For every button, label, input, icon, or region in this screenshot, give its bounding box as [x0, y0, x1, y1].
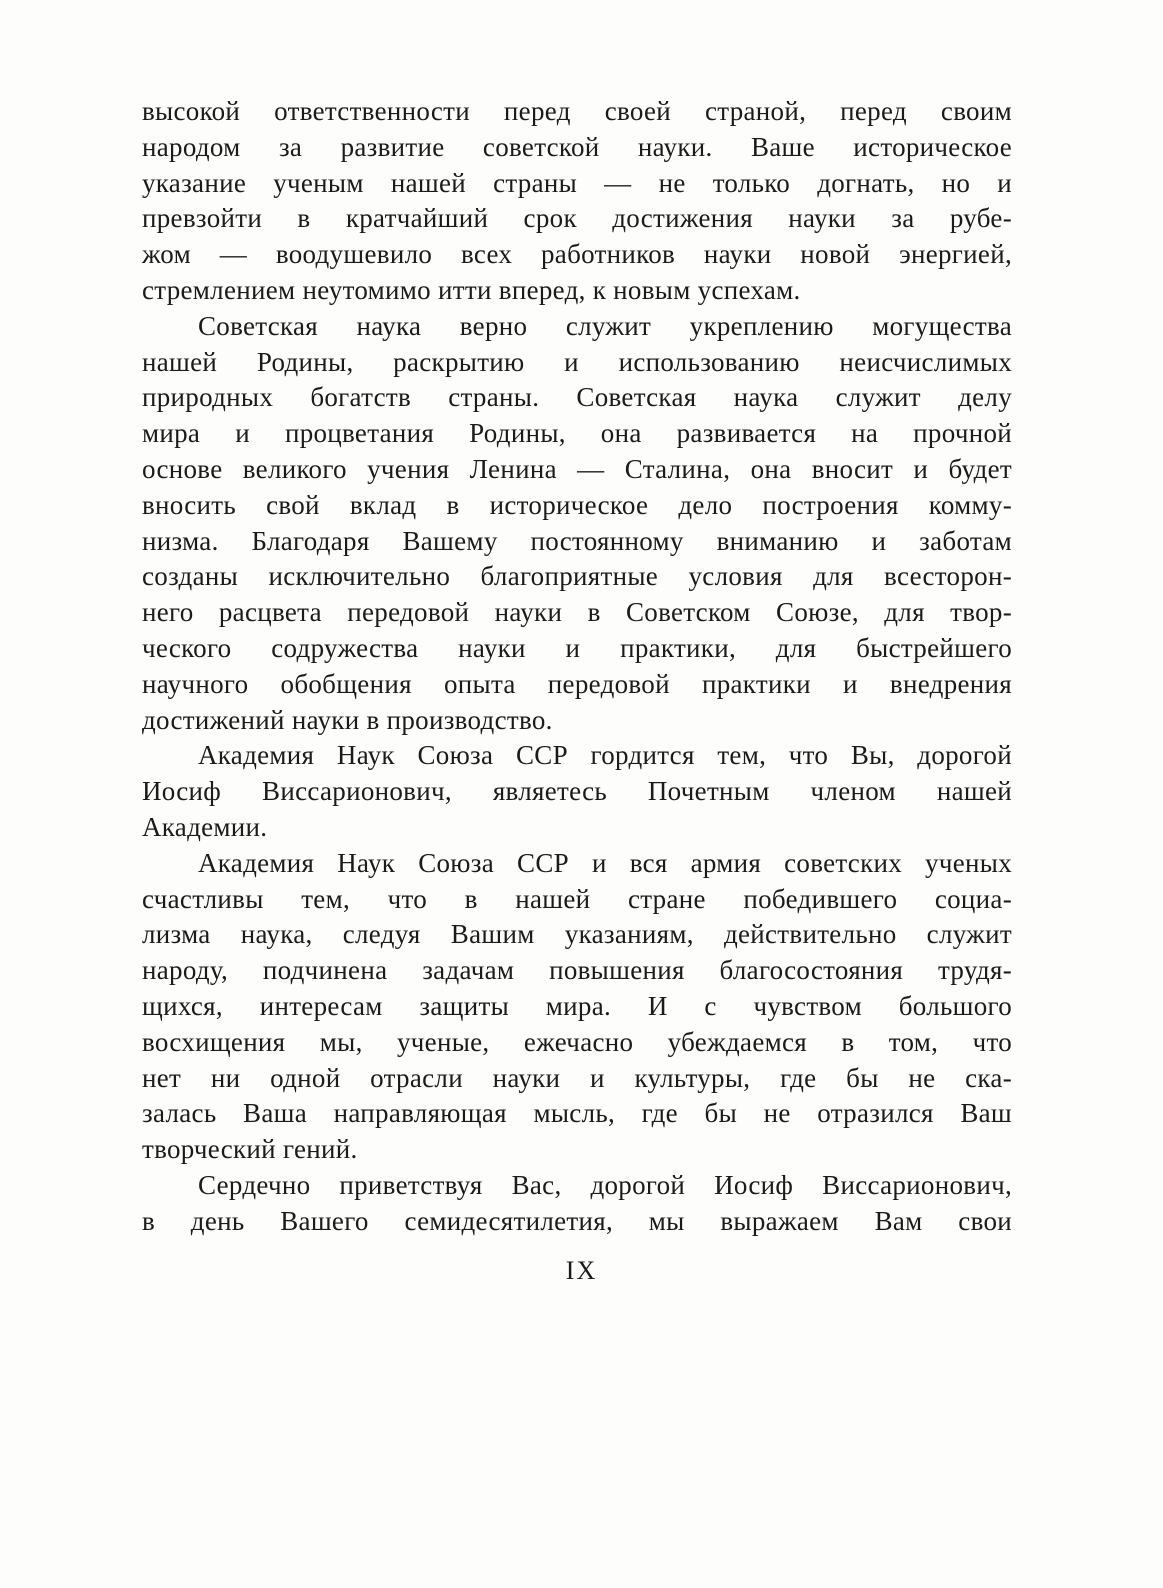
text-line: мира и процветания Родины, она развивается на прочной	[142, 418, 1012, 449]
text-line: вносить свой вклад в историческое дело построения комму-	[142, 489, 1012, 520]
text-line: творческий гений.	[142, 1134, 358, 1165]
text-line: щихся, интересам защиты мира. И с чувством большого	[142, 990, 1012, 1021]
text-line: Сердечно приветствуя Вас, дорогой Иосиф Виссарионович,	[198, 1169, 1012, 1200]
text-line: достижений науки в производство.	[142, 704, 553, 735]
text-line: нашей Родины, раскрытию и использованию неисчислимых	[142, 346, 1012, 377]
paragraph	[142, 738, 1012, 845]
text-line: народу, подчинена задачам повышения благосостояния трудя-	[142, 955, 1012, 986]
text-line: Иосиф Виссарионович, являетесь Почетным членом нашей	[142, 776, 1012, 807]
text-block	[142, 94, 1012, 1240]
text-line: залась Ваша направляющая мысль, где бы не отразился Ваш	[142, 1098, 1012, 1129]
text-line: превзойти в кратчайший срок достижения науки за рубе-	[142, 203, 1012, 234]
text-line: нет ни одной отрасли науки и культуры, где бы не ска-	[142, 1062, 1012, 1093]
text-line: лизма наука, следуя Вашим указаниям, действительно служит	[142, 919, 1012, 950]
text-line: стремлением неутомимо итти вперед, к новым успехам.	[142, 274, 801, 305]
text-line: Академии.	[142, 811, 268, 842]
text-line: счастливы тем, что в нашей стране победившего социа-	[142, 883, 1012, 914]
paragraph	[142, 309, 1012, 739]
text-line: высокой ответственности перед своей страной, перед своим	[142, 96, 1012, 126]
paragraph	[142, 94, 1012, 309]
text-line: основе великого учения Ленина — Сталина, она вносит и будет	[142, 453, 1012, 484]
text-line: восхищения мы, ученые, ежечасно убеждаемся в том, что	[142, 1026, 1012, 1057]
text-line: ческого содружества науки и практики, для быстрейшего	[142, 632, 1012, 663]
text-line: в день Вашего семидесятилетия, мы выражаем Вам свои	[142, 1205, 1012, 1236]
text-line: народом за развитие советской науки. Ваше историческое	[142, 131, 1012, 162]
text-line: жом — воодушевило всех работников науки новой энергией,	[142, 239, 1012, 270]
paragraph	[142, 1168, 1012, 1240]
text-line: него расцвета передовой науки в Советском Союзе, для твор-	[142, 597, 1012, 628]
text-line: научного обобщения опыта передовой практики и внедрения	[142, 668, 1012, 699]
text-line: Советская наука верно служит укреплению могущества	[198, 310, 1012, 341]
text-line: низма. Благодаря Вашему постоянному вниманию и заботам	[142, 525, 1012, 556]
text-line: Академия Наук Союза ССР гордится тем, что Вы, дорогой	[198, 740, 1012, 771]
page-number: IX	[565, 1256, 598, 1285]
paragraph	[142, 846, 1012, 1168]
text-line: созданы исключительно благоприятные условия для всесторон-	[142, 561, 1012, 592]
text-line: природных богатств страны. Советская наука служит делу	[142, 382, 1012, 413]
text-line: указание ученым нашей страны — не только догнать, но и	[142, 167, 1012, 198]
text-line: Академия Наук Союза ССР и вся армия советских ученых	[198, 847, 1012, 878]
